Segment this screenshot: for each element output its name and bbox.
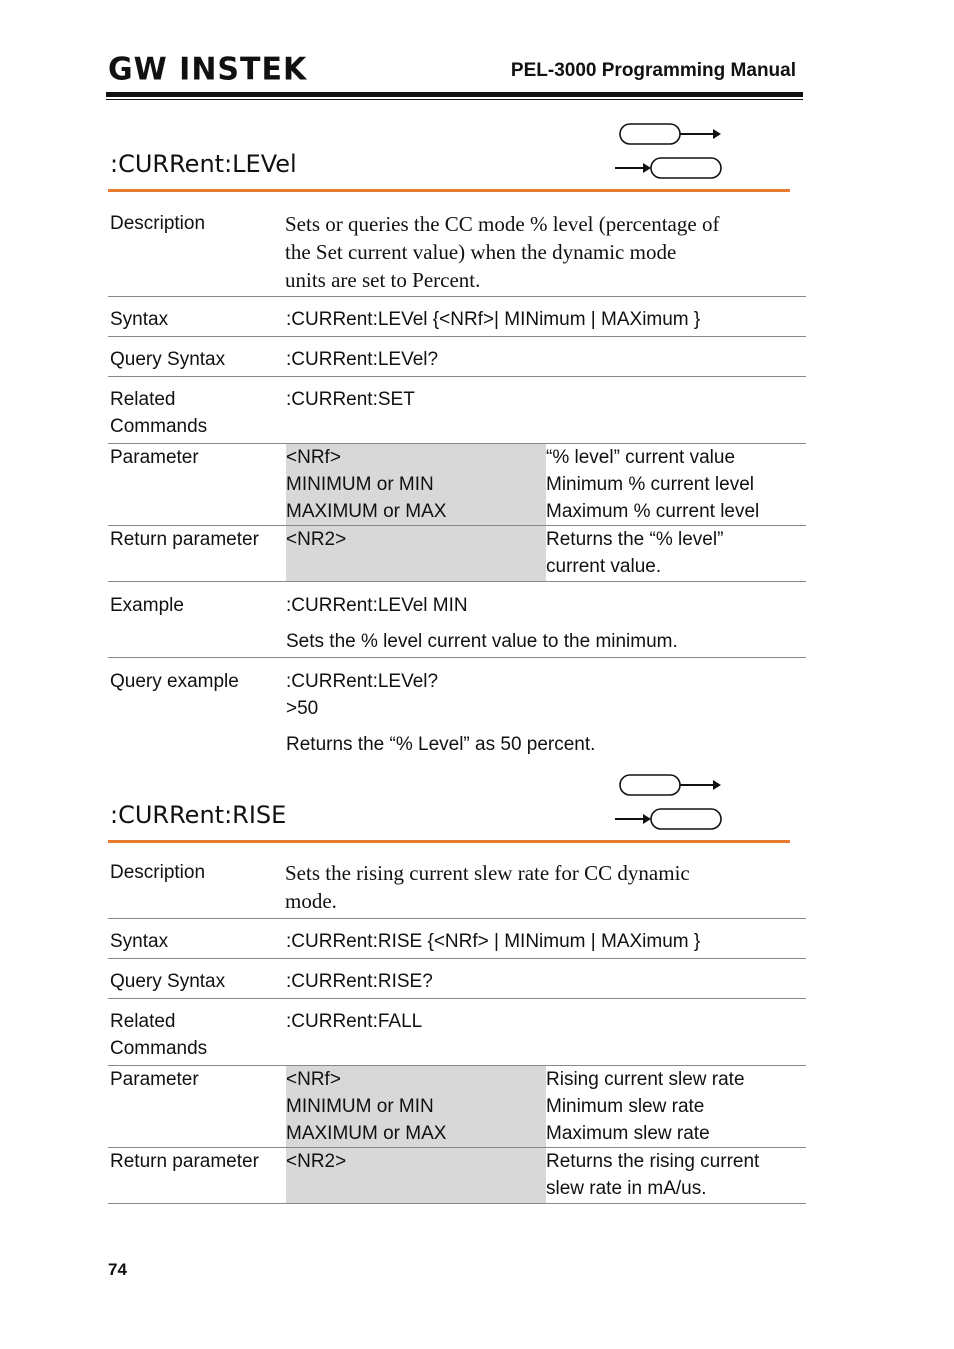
return-parameter-desc: [546, 1148, 804, 1202]
return-parameter-row: [108, 1148, 806, 1204]
related-commands-label: [110, 386, 207, 440]
related-commands-row: [108, 386, 806, 444]
syntax-label: Syntax: [110, 309, 169, 330]
return-desc-line: Returns the “% level”: [546, 529, 724, 550]
query-syntax-value: :CURRent:LEVel?: [286, 349, 439, 370]
related-label-line: Related: [110, 389, 176, 410]
query-example-label: Query example: [110, 671, 239, 692]
related-commands-row: [108, 1008, 806, 1066]
description-row: [108, 210, 806, 297]
parameter-name: <NRf>: [286, 1069, 341, 1090]
example-label: Example: [110, 595, 184, 616]
section-current-rise: [108, 771, 806, 1211]
parameter-desc: Minimum slew rate: [546, 1096, 705, 1117]
section-rule: [108, 189, 790, 192]
example-command: :CURRent:LEVel MIN: [286, 595, 468, 616]
syntax-row: [108, 306, 806, 337]
parameter-name: MAXIMUM or MAX: [286, 1123, 447, 1144]
set-query-icon: [615, 120, 725, 180]
return-desc-line: current value.: [546, 556, 662, 577]
query-example-content: [286, 668, 804, 758]
manual-title: PEL-3000 Programming Manual: [510, 60, 796, 81]
description-line: Sets the rising current slew rate for CC dynamic: [285, 861, 690, 885]
section-rule: [108, 840, 790, 843]
related-commands-value: :CURRent:SET: [286, 389, 415, 410]
return-parameter-name: <NR2>: [286, 526, 546, 581]
description-line: the Set current value) when the dynamic mode: [285, 240, 677, 264]
description-text: [285, 210, 803, 294]
description-label: Description: [110, 862, 206, 883]
query-example-text: Returns the “% Level” as 50 percent.: [286, 734, 596, 755]
query-syntax-label: Query Syntax: [110, 971, 226, 992]
parameter-label: Parameter: [110, 1069, 199, 1090]
return-desc-line: Returns the rising current: [546, 1151, 760, 1172]
parameter-name: MINIMUM or MIN: [286, 474, 434, 495]
parameter-desc: Maximum % current level: [546, 501, 760, 522]
query-example-command: :CURRent:LEVel?: [286, 671, 439, 692]
description-line: mode.: [285, 889, 337, 913]
header-rule-thin: [106, 99, 803, 100]
example-text: Sets the % level current value to the minimum.: [286, 631, 678, 652]
return-desc-line: slew rate in mA/us.: [546, 1178, 707, 1199]
query-example-row: [108, 668, 806, 768]
syntax-value: :CURRent:RISE {<NRf> | MINimum | MAXimum }: [286, 931, 701, 952]
parameter-name: MINIMUM or MIN: [286, 1096, 434, 1117]
section-current-level: [108, 120, 806, 770]
related-label-line: Commands: [110, 416, 208, 437]
section-title: :CURRent:RISE: [110, 801, 287, 829]
example-content: [286, 592, 804, 655]
set-query-icon: [615, 771, 725, 831]
parameter-descriptions: [546, 1066, 804, 1147]
return-parameter-label: Return parameter: [110, 529, 259, 550]
parameter-descriptions: [546, 444, 804, 525]
related-label-line: Related: [110, 1011, 176, 1032]
parameter-name: <NRf>: [286, 447, 341, 468]
description-label: Description: [110, 213, 206, 234]
syntax-label: Syntax: [110, 931, 169, 952]
query-example-response: >50: [286, 698, 319, 719]
parameter-desc: Rising current slew rate: [546, 1069, 745, 1090]
example-row: [108, 592, 806, 658]
syntax-row: [108, 928, 806, 959]
parameter-desc: “% level” current value: [546, 447, 736, 468]
query-syntax-row: [108, 968, 806, 999]
related-commands-value: :CURRent:FALL: [286, 1011, 423, 1032]
return-parameter-row: [108, 526, 806, 582]
parameter-row: [108, 1066, 806, 1148]
query-syntax-label: Query Syntax: [110, 349, 226, 370]
query-syntax-value: :CURRent:RISE?: [286, 971, 433, 992]
brand-logo: GW INSTEK: [108, 51, 308, 88]
parameter-row: [108, 444, 806, 526]
parameter-name: MAXIMUM or MAX: [286, 501, 447, 522]
return-parameter-desc: [546, 526, 804, 580]
related-commands-label: [110, 1008, 207, 1062]
description-row: [108, 859, 806, 919]
parameter-names: [286, 1066, 546, 1147]
related-label-line: Commands: [110, 1038, 208, 1059]
parameter-desc: Minimum % current level: [546, 474, 754, 495]
page-number: 74: [108, 1260, 127, 1279]
header-rule: [106, 92, 803, 97]
description-text: [285, 859, 803, 915]
return-parameter-label: Return parameter: [110, 1151, 259, 1172]
syntax-value: :CURRent:LEVel {<NRf>| MINimum | MAXimum }: [286, 309, 701, 330]
section-title: :CURRent:LEVel: [110, 150, 297, 178]
parameter-names: [286, 444, 546, 525]
return-parameter-name: <NR2>: [286, 1148, 546, 1203]
query-syntax-row: [108, 346, 806, 377]
parameter-label: Parameter: [110, 447, 199, 468]
description-line: units are set to Percent.: [285, 268, 481, 292]
parameter-desc: Maximum slew rate: [546, 1123, 710, 1144]
description-line: Sets or queries the CC mode % level (percentage of: [285, 212, 720, 236]
